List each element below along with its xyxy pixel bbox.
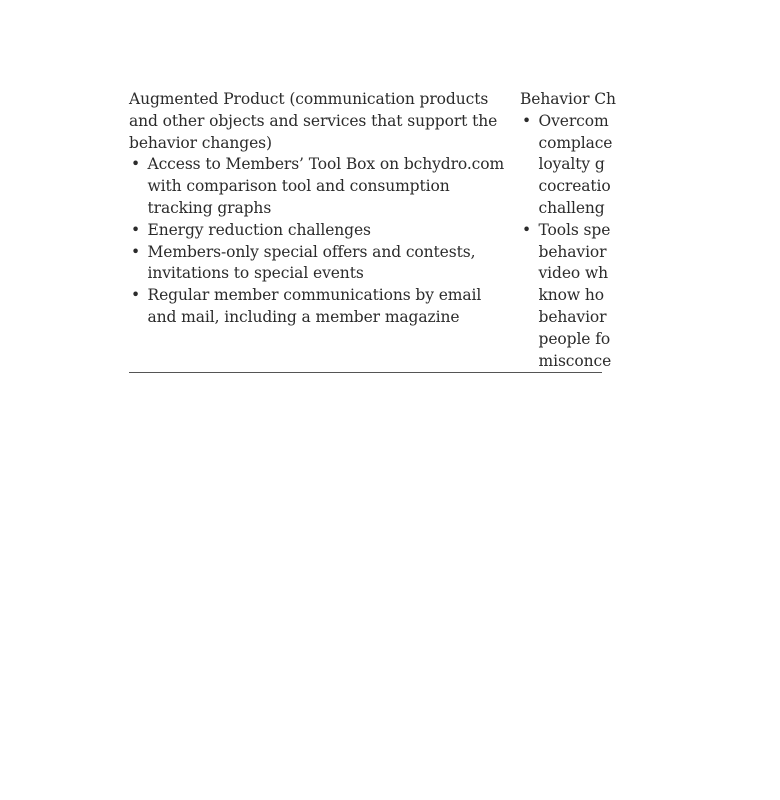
bullet-icon: • — [131, 242, 141, 261]
list-item-line: behavior — [538, 307, 607, 326]
list-item-line: behavior — [538, 242, 607, 261]
table-column-augmented-product — [129, 89, 509, 329]
list-item-text: Access to Members’ Tool Box on bchydro.com with comparison tool and consumption tracking graphs — [147, 155, 505, 217]
bullet-icon: • — [522, 220, 532, 239]
list-item-line: misconce — [538, 351, 612, 370]
list-item-line: Tools spe — [538, 220, 611, 239]
list-item — [129, 242, 509, 286]
list-item-line: complace — [538, 133, 613, 152]
list-item — [129, 220, 509, 242]
column-heading: Behavior Ch — [520, 90, 616, 108]
list-item-line: Overcom — [538, 111, 609, 130]
bullet-icon: • — [131, 286, 141, 305]
list-item — [520, 111, 780, 220]
list-item-line: loyalty g — [538, 155, 605, 174]
list-item-line: video wh — [538, 264, 609, 283]
bullet-icon: • — [522, 111, 532, 130]
list-item-line: challeng — [538, 198, 605, 217]
list-item-line: cocreatio — [538, 177, 611, 196]
list-item-text: Members-only special offers and contests, invitations to special events — [147, 242, 476, 283]
table-bottom-rule — [129, 372, 602, 373]
list-item-text: Regular member communications by email and mail, including a member magazine — [147, 286, 482, 326]
list-item-line: people fo — [538, 329, 611, 348]
column-heading: Augmented Product (communication products and other objects and services that support the behavior changes) — [129, 90, 498, 152]
list-item — [129, 285, 509, 329]
list-item — [129, 154, 509, 219]
list-item-line: know ho — [538, 286, 605, 305]
table-column-behavior-change — [520, 89, 780, 372]
bullet-icon: • — [131, 155, 141, 174]
bullet-list — [129, 154, 509, 328]
list-item — [520, 220, 780, 373]
bullet-list — [520, 111, 780, 373]
bullet-icon: • — [131, 220, 141, 239]
list-item-text: Energy reduction challenges — [147, 220, 371, 239]
